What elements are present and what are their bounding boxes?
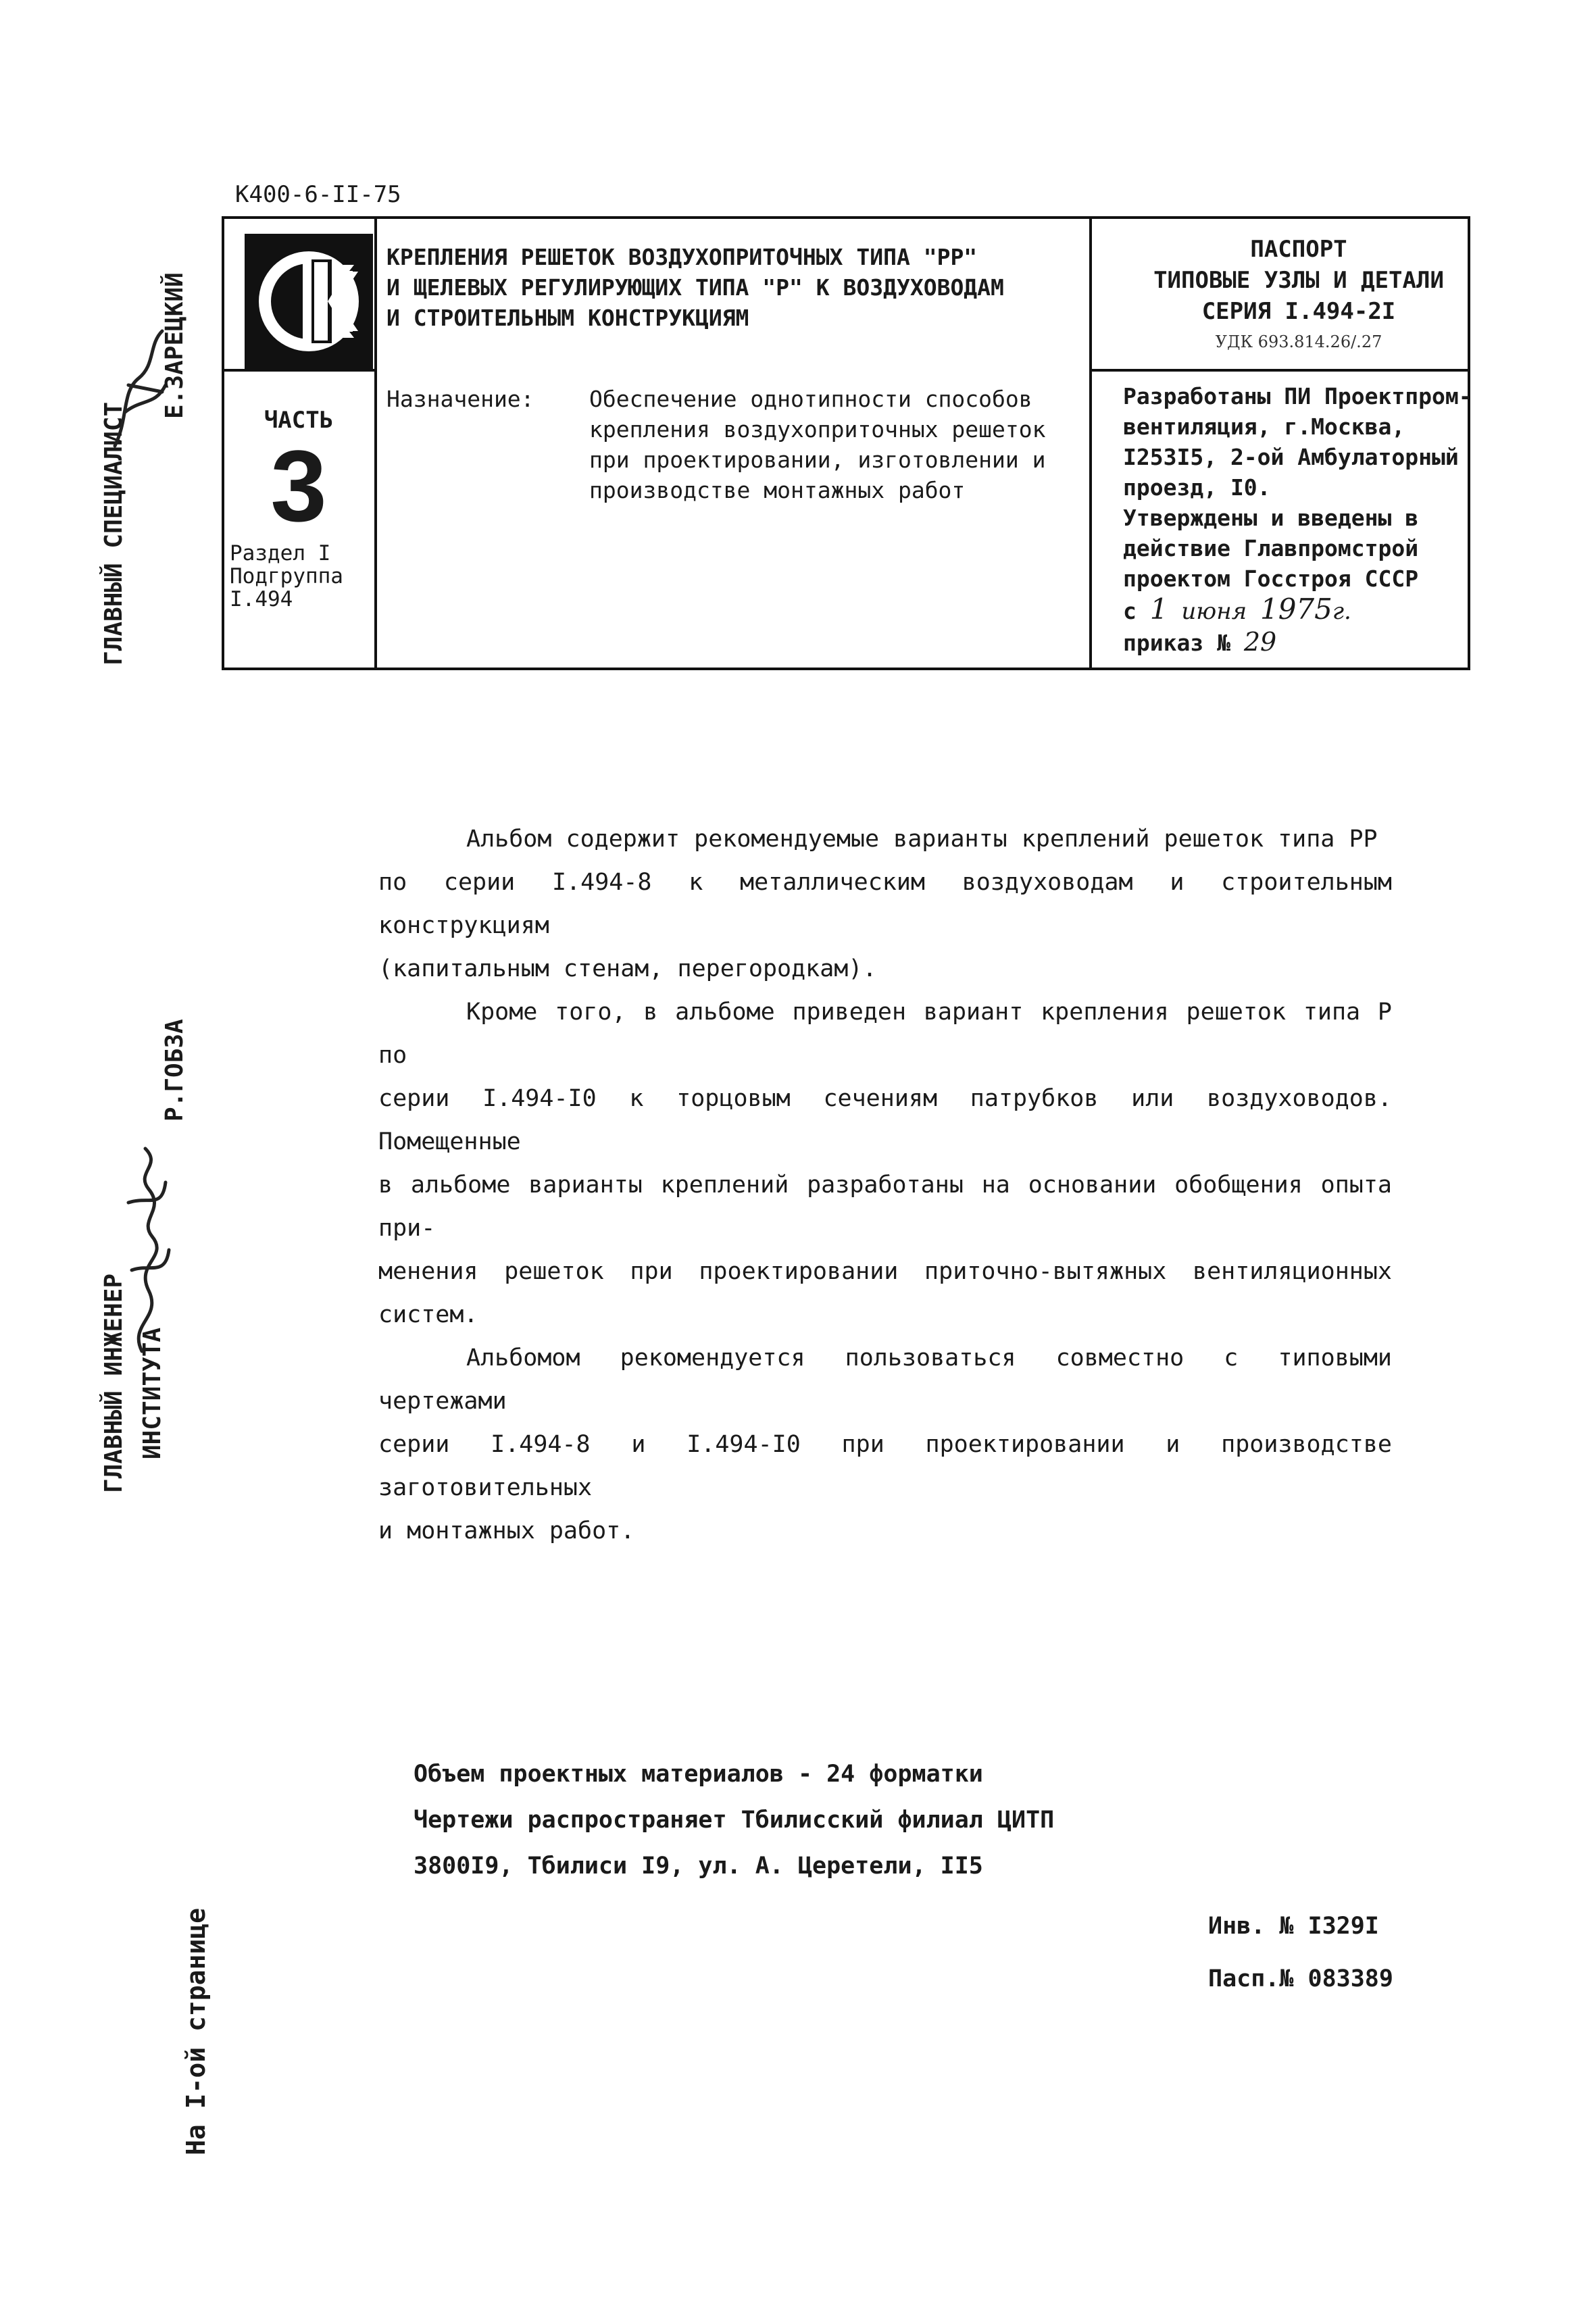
chief-engineer-title: ГЛАВНЫЙ ИНЖЕНЕР: [100, 1273, 128, 1493]
inventory-numbers: [1208, 1900, 1393, 2005]
table-divider: [374, 219, 377, 668]
chief-engineer-institute: ИНСТИТУТА: [139, 1327, 166, 1459]
table-divider: [1089, 369, 1468, 372]
developer-line: вентиляция, г.Москва,: [1123, 413, 1405, 440]
purpose-line: Обеспечение однотипности способов: [589, 386, 1032, 412]
purpose-text: [589, 384, 1046, 505]
footer-line: 3800I9, Тбилиси I9, ул. А. Церетели, II5: [414, 1853, 983, 1880]
udk-code: УДК 693.814.26/.27: [1215, 332, 1382, 351]
purpose-line: при проектировании, изготовлении и: [589, 447, 1046, 473]
title-line: И ЩЕЛЕВЫХ РЕГУЛИРУЮЩИХ ТИПА "Р" К ВОЗДУХОВОДАМ: [386, 274, 1004, 301]
table-divider: [1089, 219, 1092, 668]
passport-heading: [1130, 234, 1468, 327]
ck-logo-icon: [245, 234, 373, 369]
developer-line: Разработаны ПИ Проектпром-: [1123, 383, 1472, 409]
inventory-line: Пасп.№ 083389: [1208, 1965, 1393, 1992]
paragraph: Кроме того, в альбоме приведен вариант крепления решеток типа Р по: [378, 999, 1392, 1069]
developer-line: проектом Госстроя СССР: [1123, 565, 1419, 592]
specialist-name: Е.ЗАРЕЦКИЙ: [161, 272, 189, 419]
section-line: Раздел I: [230, 541, 331, 565]
developer-line: I253I5, 2-ой Амбулаторный: [1123, 444, 1459, 470]
passport-line: ТИПОВЫЕ УЗЛЫ И ДЕТАЛИ: [1153, 267, 1444, 294]
handwritten-month: июня: [1181, 598, 1247, 625]
document-code: К400-6-II-75: [235, 181, 401, 208]
order-number: приказ № 29: [1123, 627, 1277, 657]
section-line: I.494: [230, 587, 293, 611]
handwritten-day: 1: [1149, 593, 1168, 626]
paragraph-line: серии I.494-I0 к торцовым сечениям патрубков или воздуховодов. Помещенные в альбоме варианты креплений разработаны на основании обобщения опыта при- менения решеток при проектировании приточно-вытяжных вентиляционных систем.: [378, 1085, 1392, 1328]
footer-line: Объем проектных материалов - 24 форматки: [414, 1761, 983, 1788]
footer-line: Чертежи распространяет Тбилисский филиал ЦИТП: [414, 1807, 1055, 1834]
part-label: ЧАСТЬ: [264, 407, 334, 434]
chief-engineer-signature: [101, 1101, 182, 1358]
passport-line: ПАСПОРТ: [1250, 236, 1347, 263]
part-number: 3: [270, 429, 327, 543]
organization-logo: [245, 234, 373, 369]
chief-engineer-name: Р.ГОБЗА: [161, 1019, 189, 1122]
purpose-line: производстве монтажных работ: [589, 477, 966, 503]
handwritten-year: 1975: [1260, 593, 1332, 626]
table-divider: [224, 369, 374, 372]
inventory-line: Инв. № I329I: [1208, 1913, 1379, 1940]
passport-header-table: [222, 216, 1470, 670]
developer-line: Утверждены и введены в: [1123, 505, 1419, 531]
distribution-info: [414, 1751, 1054, 1889]
paragraph: Альбом содержит рекомендуемые варианты креплений решеток типа РР: [466, 826, 1378, 853]
paragraph-line: по серии I.494-8 к металлическим воздуховодам и строительным конструкциям (капитальным стенам, перегородкам).: [378, 869, 1392, 982]
approval-date: с 1 июня 1975г.: [1123, 593, 1351, 626]
page-note: На I-ой странице: [181, 1907, 211, 2155]
handwritten-order: 29: [1243, 627, 1277, 657]
developer-line: действие Главпромстрой: [1123, 535, 1419, 561]
section-line: Подгруппа: [230, 564, 343, 588]
document-title: [386, 242, 1004, 333]
developer-line: проезд, I0.: [1123, 474, 1271, 501]
section-info: [230, 542, 343, 611]
paragraph-line: серии I.494-8 и I.494-I0 при проектировании и производстве заготовительных и монтажных работ.: [378, 1431, 1392, 1544]
specialist-title: ГЛАВНЫЙ СПЕЦИАЛИСТ: [100, 401, 128, 665]
developer-info: [1123, 381, 1472, 658]
title-line: И СТРОИТЕЛЬНЫМ КОНСТРУКЦИЯМ: [386, 305, 749, 331]
paragraph: Альбомом рекомендуется пользоваться совместно с типовыми чертежами: [378, 1344, 1392, 1415]
purpose-line: крепления воздухоприточных решеток: [589, 416, 1046, 443]
album-description: [378, 818, 1392, 1553]
passport-line: СЕРИЯ I.494-2I: [1201, 298, 1396, 325]
title-line: КРЕПЛЕНИЯ РЕШЕТОК ВОЗДУХОПРИТОЧНЫХ ТИПА "РР": [386, 244, 978, 270]
purpose-label: Назначение:: [386, 386, 534, 412]
